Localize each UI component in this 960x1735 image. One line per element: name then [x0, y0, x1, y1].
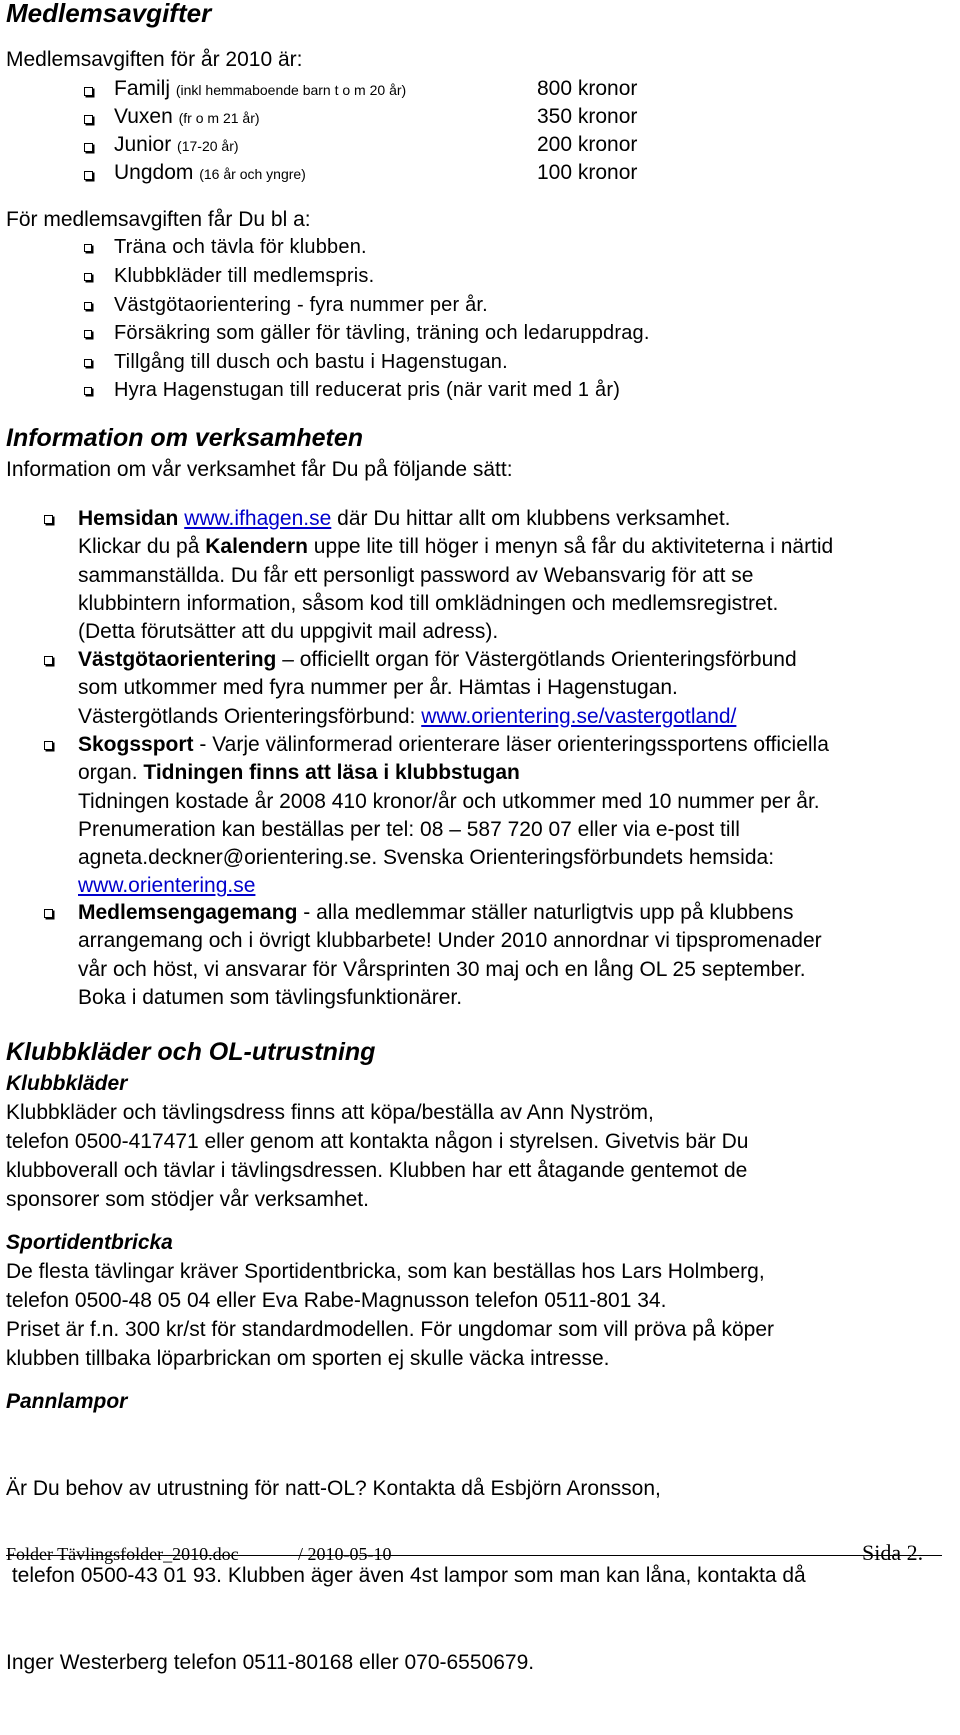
footer-date: / 2010-05-10	[298, 1544, 392, 1564]
benefits-heading: För medlemsavgiften får Du bl a:	[6, 208, 311, 231]
checkbox-icon	[84, 359, 92, 367]
clothes-text: Klubbkläder och tävlingsdress finns att köpa/beställa av Ann Nyström, telefon 0500-417471 eller genom att kontakta någon i styrelsen. Givetvis bär Du klubboverall och tävlar i tävlingsdressen. Klubben har ett åtagande gentemot de sponsorer som stödjer vår verksamhet.	[6, 1101, 749, 1211]
fee-row	[84, 77, 684, 105]
clothes-heading: Klubbkläder	[6, 1072, 128, 1095]
kalendern-label: Kalendern	[205, 535, 308, 559]
fee-label: Ungdom	[114, 161, 194, 184]
checkbox-icon	[84, 171, 93, 180]
hemsidan-label: Hemsidan	[78, 507, 179, 530]
page-title: Medlemsavgifter	[6, 0, 212, 28]
checkbox-icon	[84, 273, 92, 281]
footer-page-number: Sida 2.	[862, 1540, 924, 1565]
gear-heading: Klubbkläder och OL-utrustning	[6, 1038, 376, 1066]
fee-row	[84, 133, 684, 161]
engagemang-label: Medlemsengagemang	[78, 901, 298, 924]
checkbox-icon	[44, 741, 53, 750]
fees-heading: Medlemsavgiften för år 2010 är:	[6, 48, 303, 71]
fee-note: (16 år och yngre)	[199, 166, 306, 182]
checkbox-icon	[84, 330, 92, 338]
fee-amount: 800 kronor	[537, 77, 638, 100]
checkbox-icon	[84, 387, 92, 395]
checkbox-icon	[84, 87, 93, 96]
footer-filename: Folder Tävlingsfolder_2010.doc	[6, 1544, 239, 1564]
sportident-text: De flesta tävlingar kräver Sportidentbricka, som kan beställas hos Lars Holmberg, telefon 0500-48 05 04 eller Eva Rabe-Magnusson telefon 0511-801 34. Priset är f.n. 300 kr/st för standardmodellen. För ungdomar som vill pröva på köper klubben tillbaka löparbrickan om sporten ej skulle väcka intresse.	[6, 1260, 775, 1370]
fee-row	[84, 105, 684, 133]
checkbox-icon	[44, 656, 53, 665]
checkbox-icon	[44, 515, 53, 524]
checkbox-icon	[84, 244, 92, 252]
orientering-link[interactable]: www.orientering.se	[78, 874, 256, 898]
skogssport-label: Skogssport	[78, 733, 194, 756]
fee-amount: 200 kronor	[537, 133, 638, 156]
fee-amount: 100 kronor	[537, 161, 638, 184]
fee-row	[84, 161, 684, 189]
lamps-text: Är Du behov av utrustning för natt-OL? Kontakta då Esbjörn Aronsson, telefon 0500-43 01 93. Klubben äger även 4st lampor som man kan låna, kontakta då Inger Westerberg telefon 0511-80168 eller 070-6550679.	[6, 1477, 806, 1674]
vgo-label: Västgötaorientering	[78, 648, 277, 671]
fee-amount: 350 kronor	[537, 105, 638, 128]
info-heading: Information om verksamheten	[6, 424, 364, 452]
ifhagen-link[interactable]: www.ifhagen.se	[184, 507, 332, 530]
checkbox-icon	[84, 302, 92, 310]
checkbox-icon	[84, 115, 93, 124]
orientering-vastergotland-link[interactable]: www.orientering.se/vastergotland/	[421, 704, 737, 728]
fee-note: (17-20 år)	[177, 138, 239, 154]
fee-note: (inkl hemmaboende barn t o m 20 år)	[175, 82, 407, 98]
info-intro: Information om vår verksamhet får Du på följande sätt:	[6, 458, 513, 481]
checkbox-icon	[84, 143, 93, 152]
fee-label: Familj	[114, 77, 170, 100]
sportident-heading: Sportidentbricka	[6, 1231, 173, 1254]
fee-label: Junior	[114, 133, 172, 156]
lamps-heading: Pannlampor	[6, 1390, 128, 1413]
checkbox-icon	[44, 909, 53, 918]
fee-note: (fr o m 21 år)	[178, 110, 260, 126]
fee-label: Vuxen	[114, 105, 173, 128]
